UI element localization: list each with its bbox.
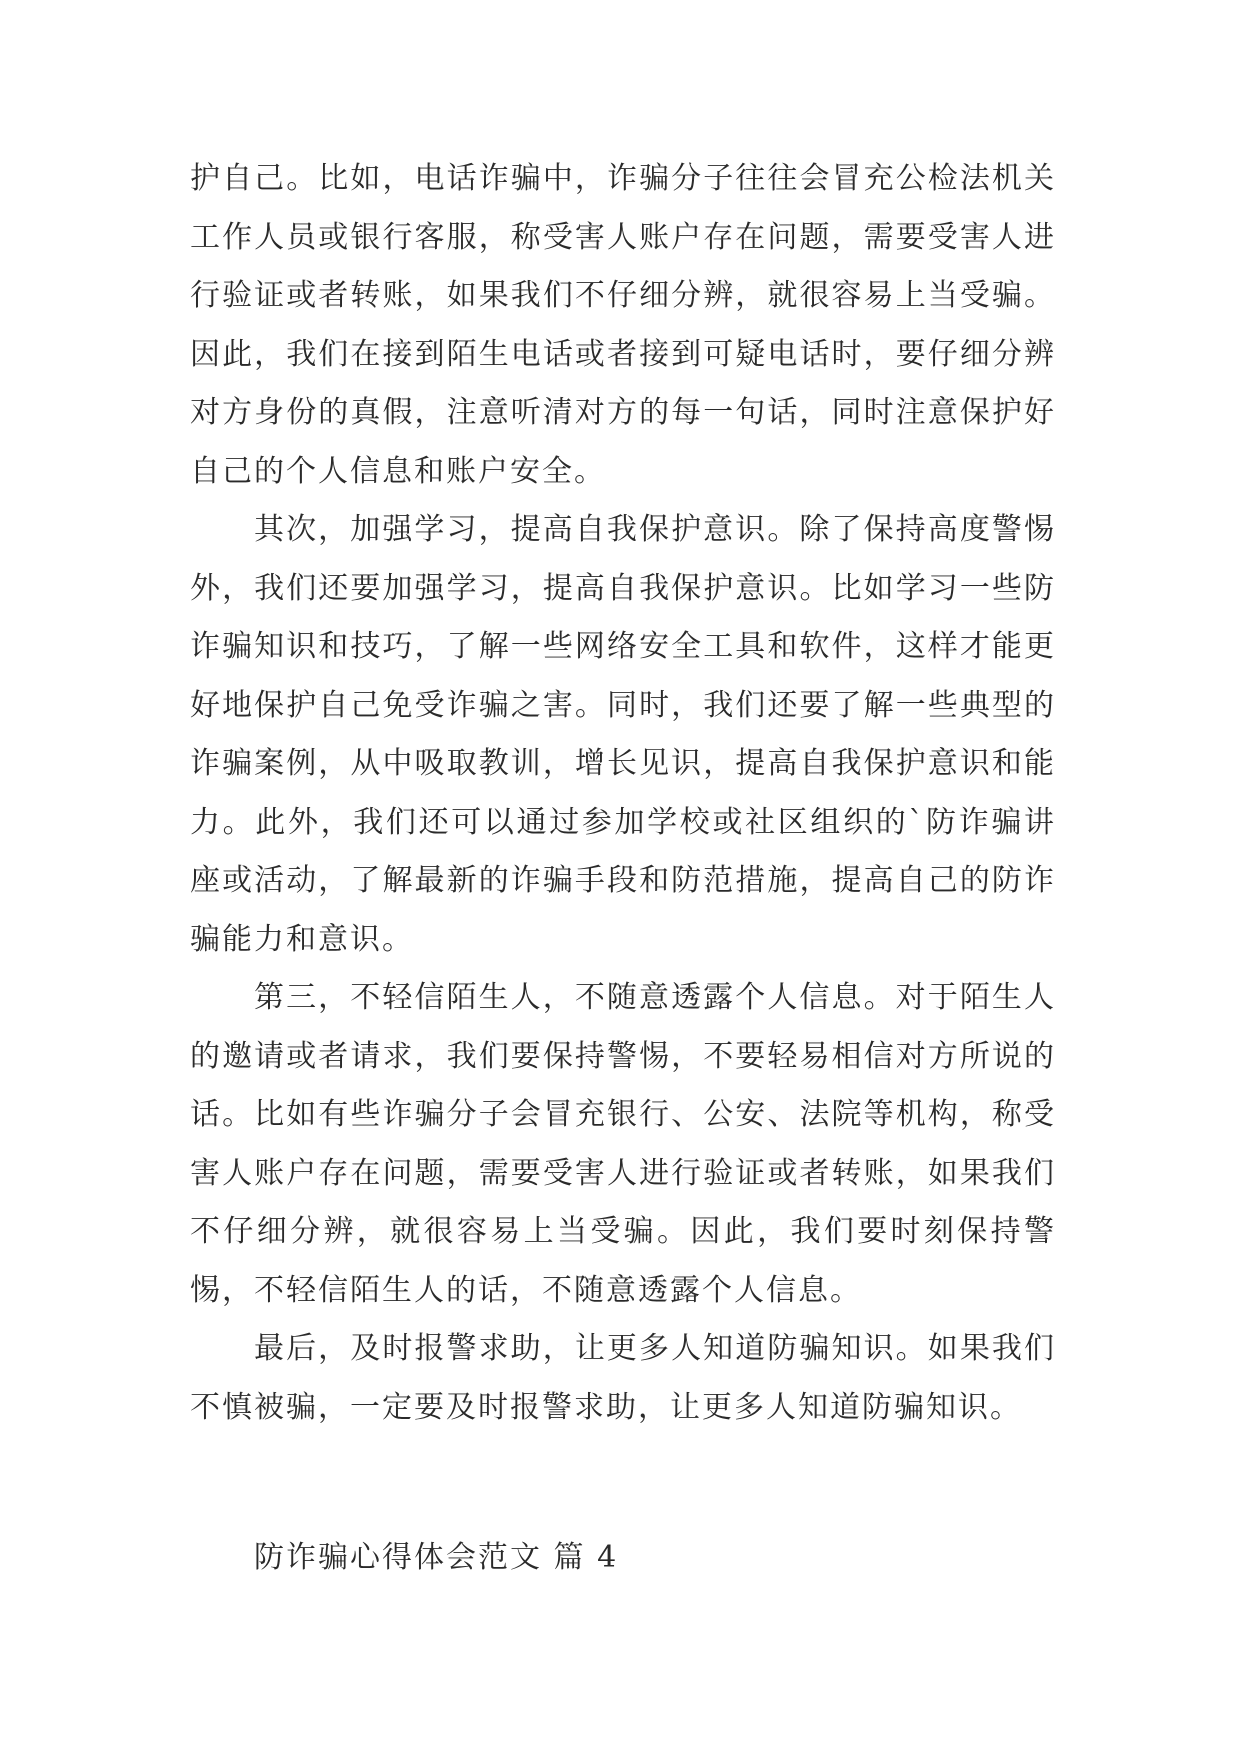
section-heading: 防诈骗心得体会范文 篇 4: [254, 1540, 619, 1575]
paragraph-continued: 护自己。比如，电话诈骗中，诈骗分子往往会冒充公检法机关工作人员或银行客服，称受害人账户存在问题，需要受害人进行验证或者转账，如果我们不仔细分辨，就很容易上当受骗。因此，我们在接到陌生电话或者接到可疑电话时，要仔细分辨对方身份的真假，注意听清对方的每一句话，同时注意保护好自己的个人信息和账户安全。: [190, 161, 1056, 489]
paragraph-third-point: 第三，不轻信陌生人，不随意透露个人信息。对于陌生人的邀请或者请求，我们要保持警惕，不要轻易相信对方所说的话。比如有些诈骗分子会冒充银行、公安、法院等机构，称受害人账户存在问题，需要受害人进行验证或者转账，如果我们不仔细分辨，就很容易上当受骗。因此，我们要时刻保持警惕，不轻信陌生人的话，不随意透露个人信息。: [190, 980, 1056, 1308]
document-body: [190, 150, 1056, 1437]
paragraph-second-point: 其次，加强学习，提高自我保护意识。除了保持高度警惕外，我们还要加强学习，提高自我保护意识。比如学习一些防诈骗知识和技巧，了解一些网络安全工具和软件，这样才能更好地保护自己免受诈骗之害。同时，我们还要了解一些典型的诈骗案例，从中吸取教训，增长见识，提高自我保护意识和能力。此外，我们还可以通过参加学校或社区组织的`防诈骗讲座或活动，了解最新的诈骗手段和防范措施，提高自己的防诈骗能力和意识。: [190, 512, 1056, 957]
paragraph-final-point: 最后，及时报警求助，让更多人知道防骗知识。如果我们不慎被骗，一定要及时报警求助，让更多人知道防骗知识。: [190, 1331, 1056, 1425]
